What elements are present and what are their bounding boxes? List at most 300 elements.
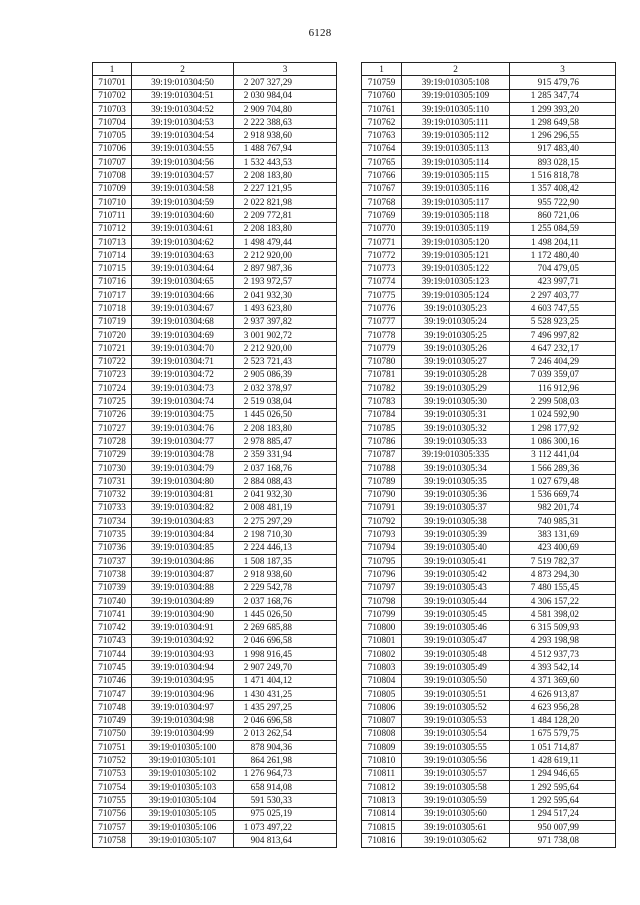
table-row: [93, 102, 337, 115]
row-number-cell: 710759: [362, 76, 402, 89]
cadastral-number-cell: 39:19:010305:54: [402, 727, 510, 740]
cadastral-number-cell: 39:19:010305:120: [402, 235, 510, 248]
value-cell: 2 041 932,30: [234, 289, 337, 302]
table-row: [362, 342, 616, 355]
table-row: [362, 422, 616, 435]
value-cell: 6 315 509,93: [510, 621, 616, 634]
cadastral-number-cell: 39:19:010304:88: [132, 581, 234, 594]
cadastral-number-cell: 39:19:010305:24: [402, 315, 510, 328]
value-cell: 2 212 920,00: [234, 342, 337, 355]
value-cell: 904 813,64: [234, 834, 337, 847]
value-cell: 2 884 088,43: [234, 475, 337, 488]
left-table-body: [93, 76, 337, 847]
table-row: [93, 807, 337, 820]
row-number-cell: 710814: [362, 807, 402, 820]
cadastral-number-cell: 39:19:010304:93: [132, 648, 234, 661]
table-row: [93, 408, 337, 421]
table-row: [93, 727, 337, 740]
value-cell: 2 297 403,77: [510, 289, 616, 302]
value-cell: 658 914,08: [234, 781, 337, 794]
table-row: [362, 395, 616, 408]
row-number-cell: 710705: [93, 129, 132, 142]
row-number-cell: 710732: [93, 488, 132, 501]
value-cell: 1 566 289,36: [510, 461, 616, 474]
value-cell: 2 909 704,80: [234, 102, 337, 115]
cadastral-number-cell: 39:19:010304:78: [132, 448, 234, 461]
table-row: [93, 794, 337, 807]
row-number-cell: 710797: [362, 581, 402, 594]
cadastral-number-cell: 39:19:010304:91: [132, 621, 234, 634]
table-row: [362, 701, 616, 714]
value-cell: 2 208 183,80: [234, 422, 337, 435]
value-cell: 893 028,15: [510, 156, 616, 169]
row-number-cell: 710756: [93, 807, 132, 820]
table-row: [362, 408, 616, 421]
page-number: 6128: [308, 27, 332, 39]
value-cell: 3 001 902,72: [234, 328, 337, 341]
table-row: [93, 328, 337, 341]
cadastral-number-cell: 39:19:010305:46: [402, 621, 510, 634]
value-cell: 1 292 595,64: [510, 794, 616, 807]
cadastral-number-cell: 39:19:010304:53: [132, 116, 234, 129]
row-number-cell: 710714: [93, 249, 132, 262]
table-row: [93, 741, 337, 754]
table-row: [93, 448, 337, 461]
value-cell: 591 530,33: [234, 794, 337, 807]
table-row: [362, 608, 616, 621]
value-cell: 1 298 649,58: [510, 116, 616, 129]
table-row: [362, 634, 616, 647]
value-cell: 975 025,19: [234, 807, 337, 820]
row-number-cell: 710728: [93, 435, 132, 448]
row-number-cell: 710801: [362, 634, 402, 647]
table-row: [362, 741, 616, 754]
value-cell: 971 738,08: [510, 834, 616, 847]
table-row: [93, 621, 337, 634]
value-cell: 2 208 183,80: [234, 169, 337, 182]
cadastral-number-cell: 39:19:010305:119: [402, 222, 510, 235]
row-number-cell: 710747: [93, 687, 132, 700]
row-number-cell: 710722: [93, 355, 132, 368]
table-row: [93, 581, 337, 594]
cadastral-number-cell: 39:19:010305:35: [402, 475, 510, 488]
value-cell: 915 479,76: [510, 76, 616, 89]
value-cell: 2 022 821,98: [234, 195, 337, 208]
table-row: [93, 541, 337, 554]
value-cell: 1 294 946,65: [510, 767, 616, 780]
table-row: [362, 302, 616, 315]
row-number-cell: 710780: [362, 355, 402, 368]
row-number-cell: 710704: [93, 116, 132, 129]
cadastral-number-cell: 39:19:010304:67: [132, 302, 234, 315]
cadastral-number-cell: 39:19:010305:59: [402, 794, 510, 807]
table-row: [362, 794, 616, 807]
table-header-row: [93, 63, 337, 76]
cadastral-number-cell: 39:19:010304:79: [132, 461, 234, 474]
value-cell: 2 008 481,19: [234, 501, 337, 514]
table-row: [93, 461, 337, 474]
row-number-cell: 710719: [93, 315, 132, 328]
cadastral-number-cell: 39:19:010304:74: [132, 395, 234, 408]
row-number-cell: 710718: [93, 302, 132, 315]
value-cell: 383 131,69: [510, 528, 616, 541]
row-number-cell: 710762: [362, 116, 402, 129]
row-number-cell: 710758: [93, 834, 132, 847]
row-number-cell: 710702: [93, 89, 132, 102]
cadastral-number-cell: 39:19:010305:27: [402, 355, 510, 368]
row-number-cell: 710809: [362, 741, 402, 754]
value-cell: 955 722,90: [510, 195, 616, 208]
cadastral-number-cell: 39:19:010304:90: [132, 608, 234, 621]
row-number-cell: 710755: [93, 794, 132, 807]
cadastral-number-cell: 39:19:010305:53: [402, 714, 510, 727]
table-row: [362, 382, 616, 395]
row-number-cell: 710752: [93, 754, 132, 767]
table-row: [362, 355, 616, 368]
cadastral-number-cell: 39:19:010305:42: [402, 568, 510, 581]
value-cell: 1 024 592,90: [510, 408, 616, 421]
row-number-cell: 710792: [362, 515, 402, 528]
row-number-cell: 710816: [362, 834, 402, 847]
cadastral-number-cell: 39:19:010304:95: [132, 674, 234, 687]
table-row: [93, 249, 337, 262]
table-row: [362, 807, 616, 820]
row-number-cell: 710736: [93, 541, 132, 554]
table-row: [362, 102, 616, 115]
cadastral-number-cell: 39:19:010304:89: [132, 594, 234, 607]
table-row: [93, 182, 337, 195]
table-row: [93, 674, 337, 687]
cadastral-number-cell: 39:19:010305:113: [402, 142, 510, 155]
row-number-cell: 710799: [362, 608, 402, 621]
right-table: [361, 62, 616, 848]
value-cell: 2 269 685,88: [234, 621, 337, 634]
value-cell: 3 112 441,04: [510, 448, 616, 461]
value-cell: 1 428 619,11: [510, 754, 616, 767]
value-cell: 2 299 508,03: [510, 395, 616, 408]
row-number-cell: 710731: [93, 475, 132, 488]
cadastral-number-cell: 39:19:010305:40: [402, 541, 510, 554]
cadastral-number-cell: 39:19:010304:76: [132, 422, 234, 435]
table-row: [93, 142, 337, 155]
value-cell: 2 212 920,00: [234, 249, 337, 262]
value-cell: 1 172 480,40: [510, 249, 616, 262]
value-cell: 2 907 249,70: [234, 661, 337, 674]
cadastral-number-cell: 39:19:010304:98: [132, 714, 234, 727]
value-cell: 2 229 542,78: [234, 581, 337, 594]
table-row: [362, 621, 616, 634]
table-row: [362, 581, 616, 594]
cadastral-number-cell: 39:19:010304:61: [132, 222, 234, 235]
row-number-cell: 710706: [93, 142, 132, 155]
table-row: [93, 435, 337, 448]
row-number-cell: 710721: [93, 342, 132, 355]
table-row: [362, 262, 616, 275]
row-number-cell: 710720: [93, 328, 132, 341]
cadastral-number-cell: 39:19:010304:57: [132, 169, 234, 182]
cadastral-number-cell: 39:19:010304:81: [132, 488, 234, 501]
cadastral-number-cell: 39:19:010304:62: [132, 235, 234, 248]
table-row: [93, 156, 337, 169]
row-number-cell: 710741: [93, 608, 132, 621]
cadastral-number-cell: 39:19:010305:123: [402, 275, 510, 288]
value-cell: 423 400,69: [510, 541, 616, 554]
row-number-cell: 710795: [362, 554, 402, 567]
row-number-cell: 710729: [93, 448, 132, 461]
cadastral-number-cell: 39:19:010304:83: [132, 515, 234, 528]
cadastral-number-cell: 39:19:010305:60: [402, 807, 510, 820]
cadastral-number-cell: 39:19:010305:124: [402, 289, 510, 302]
value-cell: 2 193 972,57: [234, 275, 337, 288]
table-row: [362, 568, 616, 581]
table-row: [93, 222, 337, 235]
row-number-cell: 710738: [93, 568, 132, 581]
row-number-cell: 710742: [93, 621, 132, 634]
table-row: [362, 368, 616, 381]
cadastral-number-cell: 39:19:010305:107: [132, 834, 234, 847]
table-row: [362, 687, 616, 700]
table-row: [362, 209, 616, 222]
cadastral-number-cell: 39:19:010305:101: [132, 754, 234, 767]
table-row: [93, 275, 337, 288]
value-cell: 1 445 026,50: [234, 408, 337, 421]
value-cell: 4 623 956,28: [510, 701, 616, 714]
value-cell: 1 276 964,73: [234, 767, 337, 780]
row-number-cell: 710748: [93, 701, 132, 714]
row-number-cell: 710768: [362, 195, 402, 208]
row-number-cell: 710798: [362, 594, 402, 607]
table-row: [362, 820, 616, 833]
cadastral-number-cell: 39:19:010305:41: [402, 554, 510, 567]
row-number-cell: 710723: [93, 368, 132, 381]
row-number-cell: 710765: [362, 156, 402, 169]
value-cell: 4 306 157,22: [510, 594, 616, 607]
table-row: [93, 235, 337, 248]
value-cell: 2 208 183,80: [234, 222, 337, 235]
cadastral-number-cell: 39:19:010305:31: [402, 408, 510, 421]
table-row: [93, 488, 337, 501]
row-number-cell: 710779: [362, 342, 402, 355]
value-cell: 2 013 262,54: [234, 727, 337, 740]
column-header-number: 1: [93, 63, 132, 76]
value-cell: 2 209 772,81: [234, 209, 337, 222]
row-number-cell: 710769: [362, 209, 402, 222]
table-row: [93, 661, 337, 674]
cadastral-number-cell: 39:19:010305:121: [402, 249, 510, 262]
cadastral-number-cell: 39:19:010305:117: [402, 195, 510, 208]
row-number-cell: 710815: [362, 820, 402, 833]
row-number-cell: 710813: [362, 794, 402, 807]
row-number-cell: 710717: [93, 289, 132, 302]
value-cell: 1 285 347,74: [510, 89, 616, 102]
cadastral-number-cell: 39:19:010305:38: [402, 515, 510, 528]
value-cell: 7 480 155,45: [510, 581, 616, 594]
column-header-value: 3: [510, 63, 616, 76]
value-cell: 2 937 397,82: [234, 315, 337, 328]
table-row: [93, 302, 337, 315]
row-number-cell: 710789: [362, 475, 402, 488]
table-row: [93, 382, 337, 395]
table-row: [362, 661, 616, 674]
cadastral-number-cell: 39:19:010305:110: [402, 102, 510, 115]
value-cell: 2 275 297,29: [234, 515, 337, 528]
cadastral-number-cell: 39:19:010304:86: [132, 554, 234, 567]
table-row: [93, 262, 337, 275]
value-cell: 864 261,98: [234, 754, 337, 767]
table-row: [93, 568, 337, 581]
column-header-cadastral: 2: [132, 63, 234, 76]
row-number-cell: 710734: [93, 515, 132, 528]
value-cell: 1 298 177,92: [510, 422, 616, 435]
table-row: [362, 594, 616, 607]
value-cell: 116 912,96: [510, 382, 616, 395]
table-row: [362, 315, 616, 328]
row-number-cell: 710766: [362, 169, 402, 182]
cadastral-number-cell: 39:19:010305:62: [402, 834, 510, 847]
table-row: [362, 727, 616, 740]
value-cell: 1 357 408,42: [510, 182, 616, 195]
row-number-cell: 710808: [362, 727, 402, 740]
value-cell: 2 918 938,60: [234, 568, 337, 581]
row-number-cell: 710771: [362, 235, 402, 248]
cadastral-number-cell: 39:19:010304:71: [132, 355, 234, 368]
cadastral-number-cell: 39:19:010305:103: [132, 781, 234, 794]
table-row: [93, 634, 337, 647]
row-number-cell: 710708: [93, 169, 132, 182]
value-cell: 4 647 232,17: [510, 342, 616, 355]
cadastral-number-cell: 39:19:010305:112: [402, 129, 510, 142]
row-number-cell: 710713: [93, 235, 132, 248]
table-row: [93, 701, 337, 714]
cadastral-number-cell: 39:19:010305:30: [402, 395, 510, 408]
cadastral-number-cell: 39:19:010304:52: [132, 102, 234, 115]
value-cell: 2 046 696,58: [234, 634, 337, 647]
cadastral-number-cell: 39:19:010305:50: [402, 674, 510, 687]
row-number-cell: 710803: [362, 661, 402, 674]
right-table-body: [362, 76, 616, 847]
value-cell: 2 032 378,97: [234, 382, 337, 395]
table-row: [93, 754, 337, 767]
table-row: [362, 129, 616, 142]
row-number-cell: 710785: [362, 422, 402, 435]
value-cell: 4 581 398,02: [510, 608, 616, 621]
value-cell: 2 037 168,76: [234, 594, 337, 607]
row-number-cell: 710743: [93, 634, 132, 647]
value-cell: 704 479,05: [510, 262, 616, 275]
value-cell: 4 512 937,73: [510, 648, 616, 661]
cadastral-number-cell: 39:19:010305:25: [402, 328, 510, 341]
cadastral-number-cell: 39:19:010305:104: [132, 794, 234, 807]
table-row: [93, 76, 337, 89]
value-cell: 4 626 913,87: [510, 687, 616, 700]
table-row: [362, 475, 616, 488]
value-cell: 2 037 168,76: [234, 461, 337, 474]
row-number-cell: 710790: [362, 488, 402, 501]
value-cell: 4 371 369,60: [510, 674, 616, 687]
row-number-cell: 710786: [362, 435, 402, 448]
row-number-cell: 710739: [93, 581, 132, 594]
row-number-cell: 710784: [362, 408, 402, 421]
value-cell: 7 246 404,29: [510, 355, 616, 368]
row-number-cell: 710810: [362, 754, 402, 767]
table-row: [362, 116, 616, 129]
table-row: [362, 195, 616, 208]
row-number-cell: 710715: [93, 262, 132, 275]
table-row: [93, 195, 337, 208]
column-header-cadastral: 2: [402, 63, 510, 76]
table-row: [362, 182, 616, 195]
table-row: [362, 767, 616, 780]
value-cell: 1 051 714,87: [510, 741, 616, 754]
value-cell: 2 198 710,30: [234, 528, 337, 541]
cadastral-number-cell: 39:19:010305:114: [402, 156, 510, 169]
cadastral-number-cell: 39:19:010304:69: [132, 328, 234, 341]
value-cell: 1 430 431,25: [234, 687, 337, 700]
row-number-cell: 710777: [362, 315, 402, 328]
cadastral-number-cell: 39:19:010304:87: [132, 568, 234, 581]
table-row: [93, 767, 337, 780]
cadastral-number-cell: 39:19:010304:77: [132, 435, 234, 448]
cadastral-number-cell: 39:19:010305:23: [402, 302, 510, 315]
value-cell: 2 207 327,29: [234, 76, 337, 89]
cadastral-number-cell: 39:19:010305:57: [402, 767, 510, 780]
table-row: [93, 342, 337, 355]
value-cell: 1 296 296,55: [510, 129, 616, 142]
row-number-cell: 710794: [362, 541, 402, 554]
cadastral-number-cell: 39:19:010305:28: [402, 368, 510, 381]
value-cell: 7 519 782,37: [510, 554, 616, 567]
row-number-cell: 710783: [362, 395, 402, 408]
value-cell: 1 027 679,48: [510, 475, 616, 488]
cadastral-number-cell: 39:19:010305:55: [402, 741, 510, 754]
value-cell: 1 086 300,16: [510, 435, 616, 448]
row-number-cell: 710763: [362, 129, 402, 142]
table-row: [93, 781, 337, 794]
row-number-cell: 710725: [93, 395, 132, 408]
row-number-cell: 710787: [362, 448, 402, 461]
table-row: [93, 608, 337, 621]
value-cell: 2 041 932,30: [234, 488, 337, 501]
value-cell: 4 873 294,30: [510, 568, 616, 581]
value-cell: 1 498 204,11: [510, 235, 616, 248]
row-number-cell: 710707: [93, 156, 132, 169]
table-row: [362, 674, 616, 687]
table-row: [362, 515, 616, 528]
column-header-number: 1: [362, 63, 402, 76]
cadastral-number-cell: 39:19:010305:39: [402, 528, 510, 541]
value-cell: 878 904,36: [234, 741, 337, 754]
cadastral-number-cell: 39:19:010304:73: [132, 382, 234, 395]
row-number-cell: 710724: [93, 382, 132, 395]
value-cell: 982 201,74: [510, 501, 616, 514]
table-row: [362, 461, 616, 474]
row-number-cell: 710749: [93, 714, 132, 727]
row-number-cell: 710778: [362, 328, 402, 341]
table-row: [93, 594, 337, 607]
row-number-cell: 710793: [362, 528, 402, 541]
cadastral-number-cell: 39:19:010304:85: [132, 541, 234, 554]
table-row: [93, 501, 337, 514]
cadastral-number-cell: 39:19:010304:75: [132, 408, 234, 421]
table-row: [362, 528, 616, 541]
row-number-cell: 710776: [362, 302, 402, 315]
table-row: [93, 422, 337, 435]
cadastral-number-cell: 39:19:010305:47: [402, 634, 510, 647]
cadastral-number-cell: 39:19:010305:61: [402, 820, 510, 833]
row-number-cell: 710791: [362, 501, 402, 514]
cadastral-number-cell: 39:19:010305:29: [402, 382, 510, 395]
cadastral-number-cell: 39:19:010305:43: [402, 581, 510, 594]
